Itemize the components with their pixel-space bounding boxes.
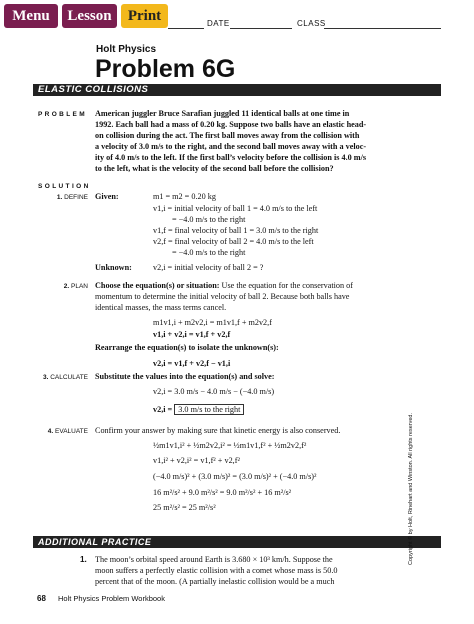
solution-label: S O L U T I O N [38, 183, 89, 190]
plan-equation: m1v1,i + m2v2,i = m1v1,f + m2v2,f [153, 318, 272, 327]
class-line [324, 28, 441, 29]
evaluate-equation: 25 m²/s² = 25 m²/s² [153, 503, 216, 512]
page-title: Problem 6G [95, 55, 236, 83]
given-item: v2,f = final velocity of ball 2 = 4.0 m/s to the left [153, 237, 314, 246]
unknown-item: v2,i = initial velocity of ball 2 = ? [153, 263, 264, 272]
problem-line: to the left, what is the velocity of the second ball before the collision? [95, 164, 334, 173]
step-evaluate: 4. EVALUATE [47, 428, 88, 435]
rearrange-equation: v2,i = v1,f + v2,f − v1,i [153, 359, 231, 368]
plan-equation: v1,i + v2,i = v1,f + v2,f [153, 330, 231, 339]
evaluate-intro: Confirm your answer by making sure that kinetic energy is also conserved. [95, 426, 341, 435]
problem-line: on collision during the act. The first ball moves away from the collision with [95, 131, 360, 140]
plan-line: Choose the equation(s) or situation: Use the equation for the conservation of [95, 281, 353, 290]
calculate-heading: Substitute the values into the equation(s) and solve: [95, 372, 275, 381]
evaluate-equation: (−4.0 m/s)² + (3.0 m/s)² = (3.0 m/s)² + (−4.0 m/s)² [153, 472, 317, 481]
problem-label: P R O B L E M [38, 111, 86, 118]
practice-line: The moon’s orbital speed around Earth is 3.680 × 10³ km/h. Suppose the [95, 555, 333, 564]
rearrange-heading: Rearrange the equation(s) to isolate the unknown(s): [95, 343, 279, 352]
practice-line: percent that of the moon. (A partially inelastic collision would be a much [95, 577, 335, 586]
menu-button[interactable]: Menu [4, 4, 58, 28]
given-item: = −4.0 m/s to the right [172, 248, 246, 257]
copyright-notice: Copyright © by Holt, Rinehart and Winston. All rights reserved. [408, 412, 414, 565]
date-line [230, 28, 292, 29]
step-define: 1. DEFINE [56, 194, 88, 201]
practice-line: moon suffers a perfectly elastic collision with a comet whose mass is 50.0 [95, 566, 338, 575]
print-button[interactable]: Print [121, 4, 168, 28]
given-label: Given: [95, 192, 119, 201]
section-title: ELASTIC COLLISIONS [38, 84, 149, 95]
evaluate-equation: ½m1v1,i² + ½m2v2,i² = ½m1v1,f² + ½m2v2,f² [153, 441, 307, 450]
problem-line: 1992. Each ball had a mass of 0.20 kg. Suppose two balls have an elastic head- [95, 120, 367, 129]
evaluate-equation: v1,i² + v2,i² = v1,f² + v2,f² [153, 456, 240, 465]
lesson-button[interactable]: Lesson [62, 4, 117, 28]
section-bar [33, 84, 441, 96]
problem-line: ity of 4.0 m/s to the left. If the first ball’s velocity before the collision is 4.0 m/s [95, 153, 367, 162]
practice-item-number: 1. [80, 555, 87, 564]
page-number: 68 [37, 594, 46, 603]
answer-box: 3.0 m/s to the right [174, 404, 244, 415]
book-title: Holt Physics Problem Workbook [58, 594, 165, 603]
plan-line: identical masses, the mass terms cancel. [95, 303, 227, 312]
problem-line: a velocity of 3.0 m/s to the right, and the second ball moves away with a veloc- [95, 142, 367, 151]
given-item: v1,i = initial velocity of ball 1 = 4.0 m/s to the left [153, 204, 318, 213]
calculate-equation: v2,i = 3.0 m/s − 4.0 m/s − (−4.0 m/s) [153, 387, 275, 396]
class-label: CLASS [297, 19, 326, 28]
problem-line: American juggler Bruce Sarafian juggled 11 identical balls at one time in [95, 109, 350, 118]
plan-line: momentum to determine the initial velocity of ball 2. Because both balls have [95, 292, 350, 301]
evaluate-equation: 16 m²/s² + 9.0 m²/s² = 9.0 m²/s² + 16 m²/s² [153, 488, 292, 497]
given-item: = −4.0 m/s to the right [172, 215, 246, 224]
calculate-result: v2,i = 3.0 m/s to the right [153, 405, 244, 416]
name-line [168, 28, 204, 29]
given-item: v1,f = final velocity of ball 1 = 3.0 m/s to the right [153, 226, 319, 235]
step-plan: 2. PLAN [63, 283, 88, 290]
publisher-label: Holt Physics [96, 44, 157, 55]
additional-practice-bar [33, 536, 441, 548]
date-label: DATE [207, 19, 230, 28]
unknown-label: Unknown: [95, 263, 132, 272]
additional-practice-title: ADDITIONAL PRACTICE [38, 537, 152, 547]
given-item: m1 = m2 = 0.20 kg [153, 192, 216, 201]
step-calculate: 3. CALCULATE [42, 374, 88, 381]
